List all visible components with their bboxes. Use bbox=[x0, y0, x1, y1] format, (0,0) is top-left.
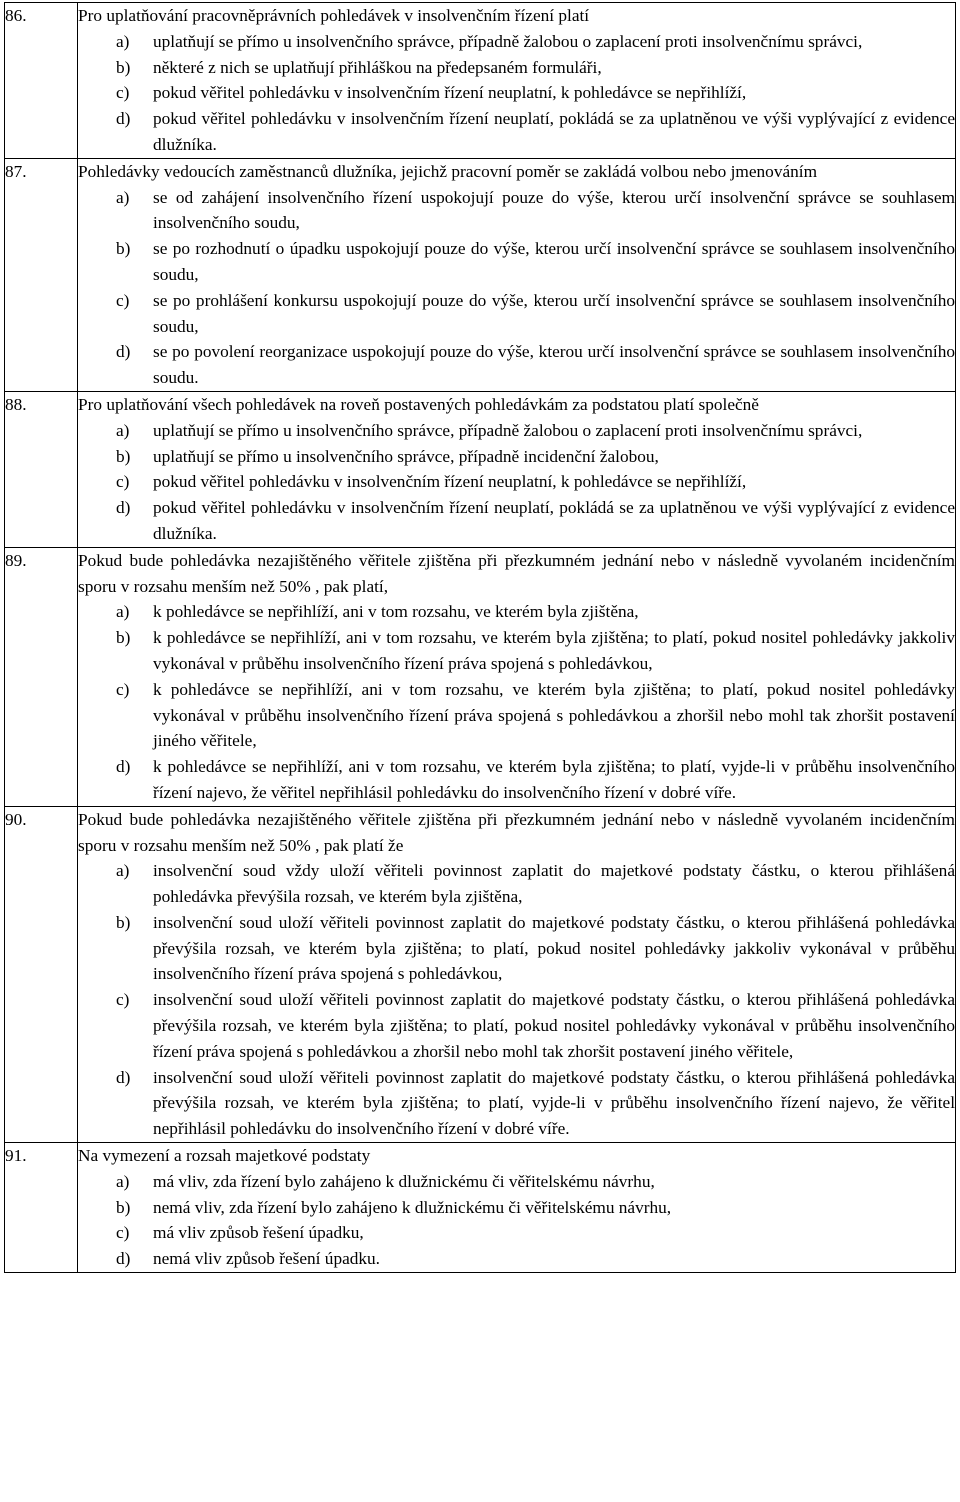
option-letter: c) bbox=[116, 83, 130, 103]
answer-option bbox=[78, 236, 955, 288]
answer-option bbox=[78, 1246, 955, 1272]
option-letter: b) bbox=[116, 446, 131, 466]
question-row bbox=[5, 391, 956, 547]
answer-option bbox=[78, 987, 955, 1064]
answer-option bbox=[78, 858, 955, 910]
option-letter: d) bbox=[116, 757, 131, 777]
question-text: Pro uplatňování pracovněprávních pohledávek v insolvenčním řízení platí bbox=[78, 6, 590, 25]
question-row bbox=[5, 1143, 956, 1273]
question-row bbox=[5, 806, 956, 1142]
option-text: pokud věřitel pohledávku v insolvenčním řízení neuplatní, k pohledávce se nepřihlíží, bbox=[153, 472, 747, 492]
option-letter: b) bbox=[116, 628, 131, 648]
option-text: se po prohlášení konkursu uspokojují pouze do výše, kterou určí insolvenční správce se souhlasem insolvenčního soudu, bbox=[153, 290, 955, 336]
question-text: Pokud bude pohledávka nezajištěného věřitele zjištěna při přezkumném jednání nebo v následně vyvolaném incidenčním sporu v rozsahu menším než 50% , pak platí, bbox=[78, 550, 955, 596]
answer-option bbox=[78, 625, 955, 677]
answer-option bbox=[78, 29, 955, 55]
question-number: 86. bbox=[5, 3, 78, 159]
answer-option bbox=[78, 55, 955, 81]
question-body bbox=[78, 547, 956, 806]
option-letter: c) bbox=[116, 290, 130, 310]
option-text: se po rozhodnutí o úpadku uspokojují pouze do výše, kterou určí insolvenční správce se souhlasem insolvenčního soudu, bbox=[153, 239, 955, 284]
option-text: insolvenční soud uloží věřiteli povinnost zaplatit do majetkové podstaty částku, o kterou přihlášená pohledávka převýšila rozsah, ve kterém byla zjištěna; to platí, pokud nositel pohledávky jakkoliv vykonával v průběhu insolvenčního řízení práva spojená s pohledávkou, bbox=[153, 912, 955, 984]
option-letter: a) bbox=[116, 602, 130, 622]
question-number: 91. bbox=[5, 1143, 78, 1273]
answer-option bbox=[78, 1065, 955, 1142]
option-letter: d) bbox=[116, 498, 131, 518]
option-letter: c) bbox=[116, 472, 130, 492]
option-text: má vliv, zda řízení bylo zahájeno k dlužnickému či věřitelskému návrhu, bbox=[153, 1171, 655, 1191]
answer-option bbox=[78, 80, 955, 106]
question-text: Na vymezení a rozsah majetkové podstaty bbox=[78, 1146, 371, 1166]
option-text: insolvenční soud uloží věřiteli povinnost zaplatit do majetkové podstaty částku, o kterou přihlášená pohledávka převýšila rozsah, ve kterém byla zjištěna; to platí, vyjde-li v průběhu insolvenčního řízení najevo, že věřitel nepřihlásil pohledávku do insolvenčního řízení v dobré víře. bbox=[153, 1067, 955, 1139]
question-row bbox=[5, 547, 956, 806]
option-letter: d) bbox=[116, 109, 131, 129]
question-number: 90. bbox=[5, 806, 78, 1142]
option-text: se od zahájení insolvenčního řízení uspokojují pouze do výše, kterou určí insolvenční správce se souhlasem insolvenčního soudu, bbox=[153, 187, 955, 233]
option-text: k pohledávce se nepřihlíží, ani v tom rozsahu, ve kterém byla zjištěna; to platí, pokud nositel pohledávky jakkoliv vykonával v průběhu insolvenčního řízení práva spojená s pohledávkou, bbox=[153, 628, 955, 673]
answer-option bbox=[78, 1169, 955, 1195]
option-letter: b) bbox=[116, 57, 131, 77]
answer-option bbox=[78, 339, 955, 391]
option-text: k pohledávce se nepřihlíží, ani v tom rozsahu, ve kterém byla zjištěna; to platí, vyjde-li v průběhu insolvenčního řízení najevo, že věřitel nepřihlásil pohledávku do insolvenčního řízení v dobré víře. bbox=[153, 757, 955, 802]
option-text: uplatňují se přímo u insolvenčního správce, případně incidenční žalobou, bbox=[153, 446, 659, 466]
option-text: k pohledávce se nepřihlíží, ani v tom rozsahu, ve kterém byla zjištěna, bbox=[153, 602, 639, 622]
question-body bbox=[78, 158, 956, 391]
answer-option bbox=[78, 599, 955, 625]
answer-option bbox=[78, 677, 955, 754]
question-number: 89. bbox=[5, 547, 78, 806]
answer-option bbox=[78, 288, 955, 340]
option-text: některé z nich se uplatňují přihláškou na předepsaném formuláři, bbox=[153, 57, 602, 77]
option-letter: b) bbox=[116, 912, 131, 932]
option-text: k pohledávce se nepřihlíží, ani v tom rozsahu, ve kterém byla zjištěna; to platí, pokud nositel pohledávky vykonával v průběhu insolvenčního řízení práva spojená s pohledávkou a zhoršil nebo mohl tak zhoršit postavení jiného věřitele, bbox=[153, 679, 955, 751]
question-number: 87. bbox=[5, 158, 78, 391]
option-letter: d) bbox=[116, 1249, 131, 1269]
option-text: nemá vliv způsob řešení úpadku. bbox=[153, 1249, 381, 1269]
answer-option bbox=[78, 495, 955, 547]
answer-option bbox=[78, 1220, 955, 1246]
option-text: uplatňují se přímo u insolvenčního správce, případně žalobou o zaplacení proti insolvenčnímu správci, bbox=[153, 420, 863, 440]
option-letter: a) bbox=[116, 861, 130, 881]
option-letter: d) bbox=[116, 1067, 131, 1087]
option-letter: c) bbox=[116, 990, 130, 1010]
question-text: Pokud bude pohledávka nezajištěného věřitele zjištěna při přezkumném jednání nebo v následně vyvolaném incidenčním sporu v rozsahu menším než 50% , pak platí že bbox=[78, 809, 955, 855]
option-text: insolvenční soud uloží věřiteli povinnost zaplatit do majetkové podstaty částku, o kterou přihlášená pohledávka převýšila rozsah, ve kterém byla zjištěna; to platí, pokud nositel pohledávky vykonával v průběhu insolvenčního řízení práva spojená s pohledávkou a zhoršil nebo mohl tak zhoršit postavení jiného věřitele, bbox=[153, 990, 955, 1061]
question-row bbox=[5, 3, 956, 159]
option-text: insolvenční soud vždy uloží věřiteli povinnost zaplatit do majetkové podstaty částku, o kterou přihlášená pohledávka převýšila rozsah, ve kterém byla zjištěna, bbox=[153, 861, 955, 907]
question-table bbox=[4, 2, 956, 1273]
option-letter: b) bbox=[116, 1197, 131, 1217]
option-letter: a) bbox=[116, 420, 130, 440]
question-text: Pohledávky vedoucích zaměstnanců dlužníka, jejichž pracovní poměr se zakládá volbou nebo jmenováním bbox=[78, 161, 818, 181]
answer-option bbox=[78, 469, 955, 495]
question-row bbox=[5, 158, 956, 391]
option-letter: d) bbox=[116, 342, 131, 362]
answer-option bbox=[78, 185, 955, 237]
option-text: uplatňují se přímo u insolvenčního správce, případně žalobou o zaplacení proti insolvenčnímu správci, bbox=[153, 31, 863, 51]
question-number: 88. bbox=[5, 391, 78, 547]
answer-option bbox=[78, 1195, 955, 1221]
option-letter: a) bbox=[116, 1171, 130, 1191]
option-text: pokud věřitel pohledávku v insolvenčním řízení neuplatí, pokládá se za uplatněnou ve výši vyplývající z evidence dlužníka. bbox=[153, 498, 955, 543]
option-letter: a) bbox=[116, 31, 130, 51]
option-text: má vliv způsob řešení úpadku, bbox=[153, 1223, 364, 1243]
option-text: nemá vliv, zda řízení bylo zahájeno k dlužnickému či věřitelskému návrhu, bbox=[153, 1197, 672, 1217]
answer-option bbox=[78, 106, 955, 158]
option-text: pokud věřitel pohledávku v insolvenčním řízení neuplatí, pokládá se za uplatněnou ve výši vyplývající z evidence dlužníka. bbox=[153, 109, 955, 154]
option-text: pokud věřitel pohledávku v insolvenčním řízení neuplatní, k pohledávce se nepřihlíží, bbox=[153, 83, 747, 103]
answer-option bbox=[78, 444, 955, 470]
option-letter: a) bbox=[116, 187, 130, 207]
answer-option bbox=[78, 910, 955, 987]
question-body bbox=[78, 806, 956, 1142]
option-text: se po povolení reorganizace uspokojují pouze do výše, kterou určí insolvenční správce se souhlasem insolvenčního soudu. bbox=[153, 342, 955, 388]
question-body bbox=[78, 3, 956, 159]
option-letter: c) bbox=[116, 679, 130, 699]
question-text: Pro uplatňování všech pohledávek na roveň postavených pohledávkám za podstatou platí společně bbox=[78, 394, 759, 414]
option-letter: c) bbox=[116, 1223, 130, 1243]
answer-option bbox=[78, 754, 955, 806]
option-letter: b) bbox=[116, 239, 131, 259]
question-body bbox=[78, 391, 956, 547]
question-body bbox=[78, 1143, 956, 1273]
answer-option bbox=[78, 418, 955, 444]
